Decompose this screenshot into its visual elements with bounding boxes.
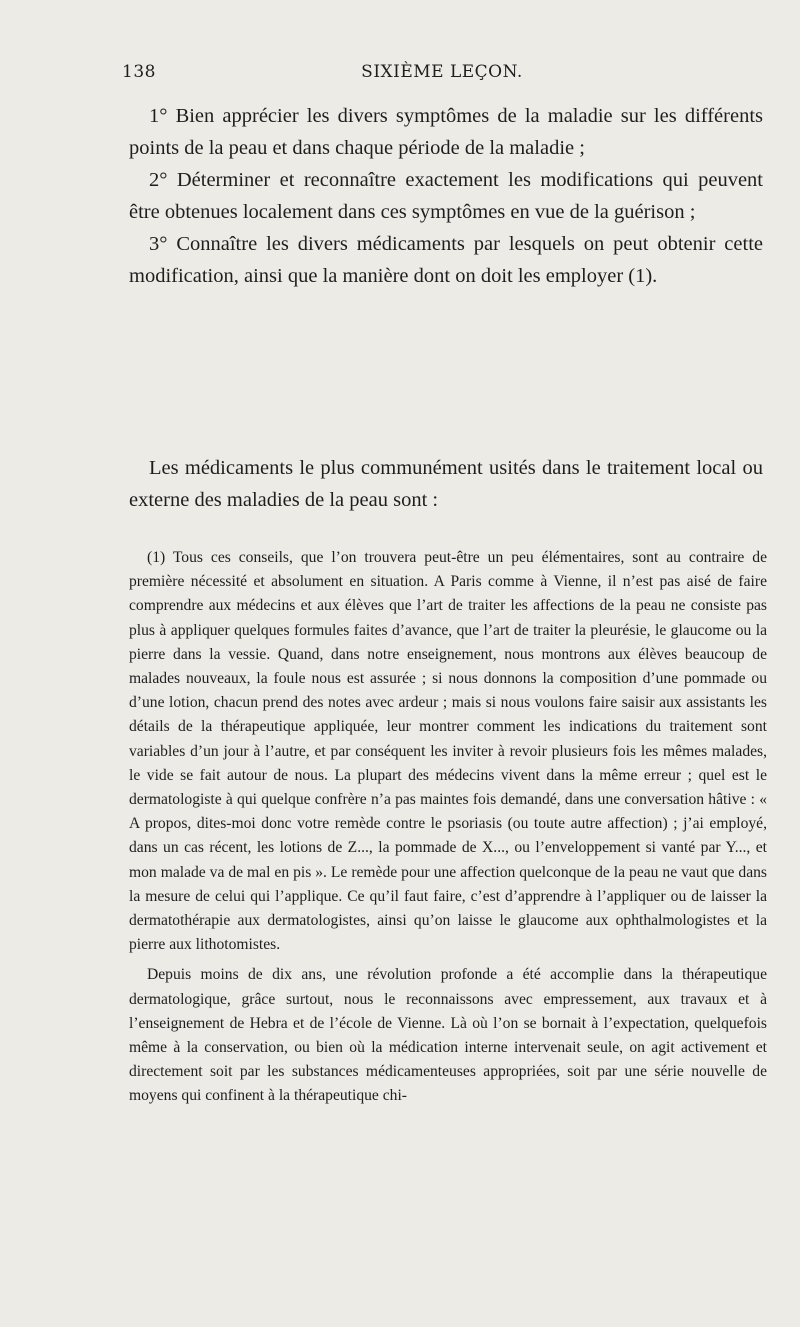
intro-paragraph [129, 452, 763, 516]
list-item: 1° Bien apprécier les divers symptômes de la maladie sur les différents points de la peau et dans chaque période de la maladie ; [129, 105, 763, 159]
list-item: 2° Déterminer et reconnaître exactement les modifications qui peuvent être obtenues localement dans ces symptômes en vue de la guérison ; [129, 169, 763, 223]
running-title: SIXIÈME LEÇON. [361, 62, 523, 82]
page-number: 138 [122, 62, 156, 82]
intro-text: Les médicaments le plus communément usités dans le traitement local ou externe des maladies de la peau sont : [129, 457, 763, 511]
footnote-paragraph: Depuis moins de dix ans, une révolution profonde a été accomplie dans la thérapeutique dermatologique, grâce surtout, nous le reconnaissons avec empressement, aux travaux et à l’enseignement de Hebra et de l’école de Vienne. Là où l’on se bornait à l’expectation, quelquefois même à la conservation, ou bien où la médication interne intervenait seule, on agit activement et directement soit par les substances médicamenteuses appropriées, soit par une série nouvelle de moyens qui confinent à la thérapeutique chi- [129, 966, 767, 1105]
numbered-list [129, 100, 763, 292]
footnote-paragraph: (1) Tous ces conseils, que l’on trouvera peut-être un peu élémentaires, sont au contraire de première nécessité et absolument en situation. A Paris comme à Vienne, il n’est pas aisé de faire comprendre aux médecins et aux élèves que l’art de traiter les affections de la peau ne consiste pas plus à appliquer quelques formules faites d’avance, que l’art de traiter la pleurésie, le glaucome ou la pierre dans la vessie. Quand, dans notre enseignement, nous montrons aux élèves beaucoup de malades nouveaux, la foule nous est assurée ; si nous donnons la composition d’une pommade ou d’une lotion, chacun prend des notes avec ardeur ; mais si nous voulons faire saisir aux assistants les détails de la thérapeutique appliquée, leur montrer comment les indications du traitement sont variables d’un jour à l’autre, et par conséquent les inviter à revoir plusieurs fois les mêmes malades, le vide se fait autour de nous. La plupart des médecins vivent dans la même erreur ; quel est le dermatologiste à qui quelque confrère n’a pas maintes fois demandé, dans une conversation hâtive : « A propos, dites-moi donc votre remède contre le psoriasis (ou toute autre affection) ; j’ai employé, dans un cas récent, les lotions de Z..., la pommade de X..., ou l’enveloppement si vanté par Y..., et mon malade va de mal en pis ». Le remède pour une affection quelconque de la peau ne vaut que dans la mesure de celui qui l’applique. Ce qu’il faut faire, c’est d’apprendre à l’appliquer ou de laisser la dermatothérapie aux dermatologistes, ainsi qu’on laisse le glaucome aux ophthalmologistes et la pierre aux lithotomistes. [129, 549, 767, 954]
list-item: 3° Connaître les divers médicaments par lesquels on peut obtenir cette modification, ainsi que la manière dont on doit les employer (1). [129, 233, 763, 287]
footnotes [129, 546, 767, 1109]
page-header [122, 62, 762, 92]
